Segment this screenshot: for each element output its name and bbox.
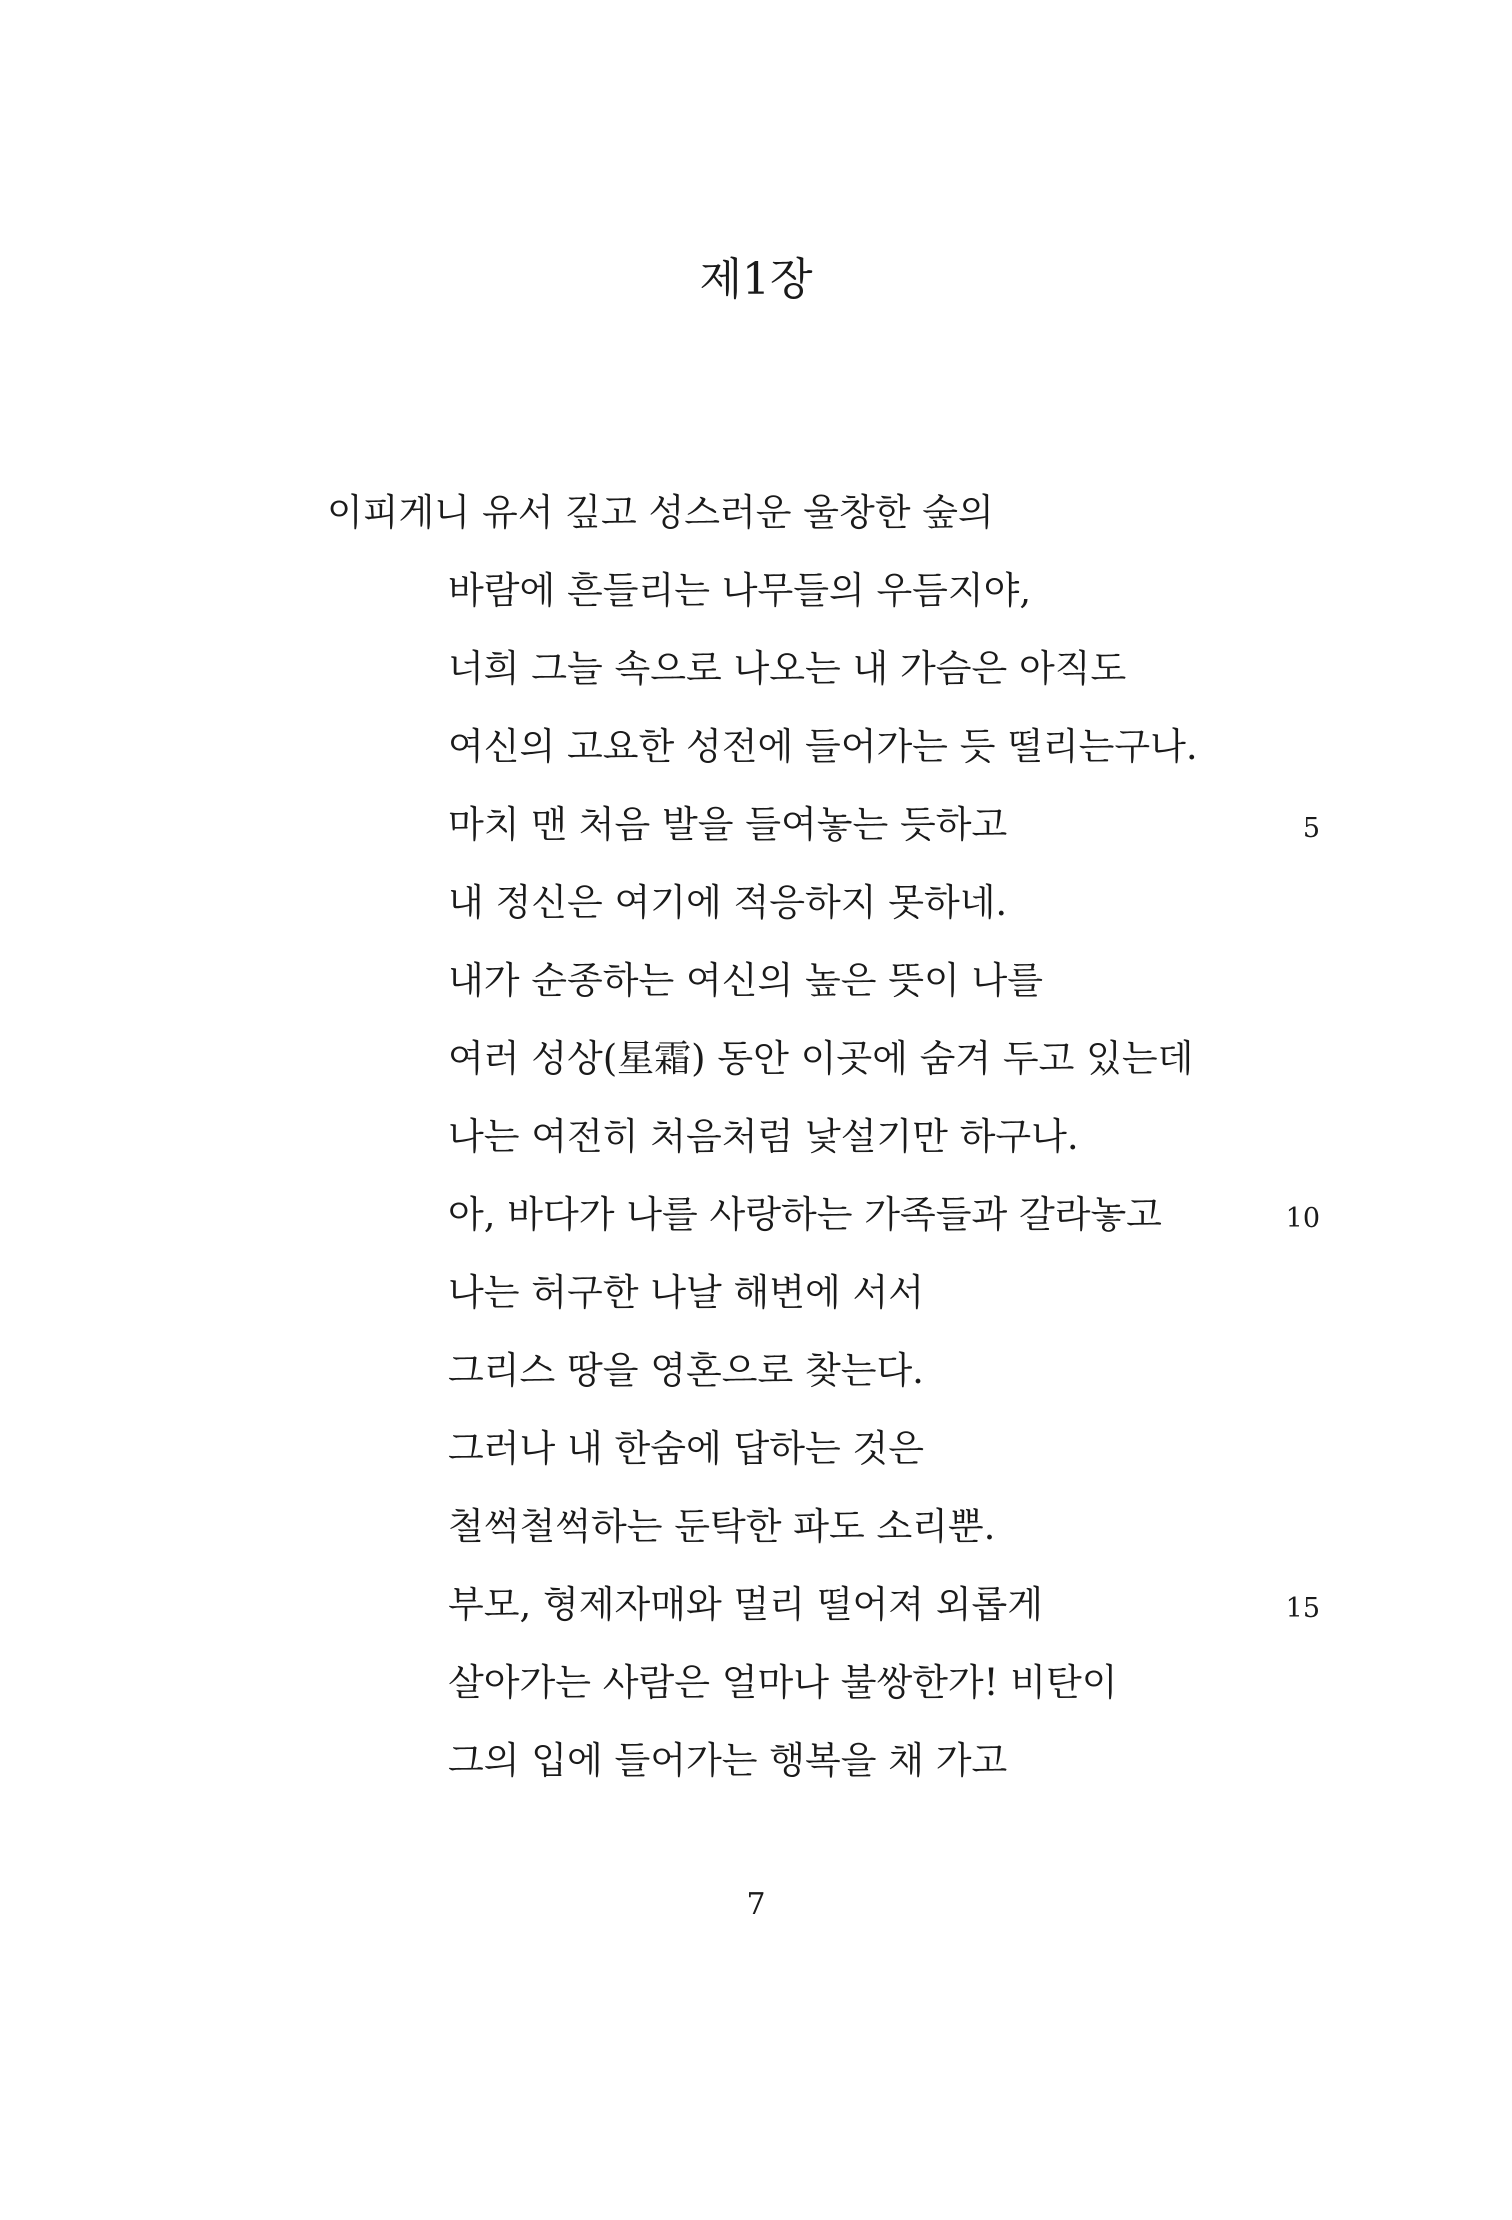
verse-line-7: 내가 순종하는 여신의 높은 뜻이 나를 <box>448 959 1043 1002</box>
verse-line-3: 너희 그늘 속으로 나오는 내 가슴은 아직도 <box>448 647 1127 690</box>
verse-line-17: 그의 입에 들어가는 행복을 채 가고 <box>448 1739 1008 1782</box>
verse-line-12: 그리스 땅을 영혼으로 찾는다. <box>448 1349 924 1392</box>
verse-line-11: 나는 허구한 나날 해변에 서서 <box>448 1271 924 1314</box>
verse-line-16: 살아가는 사람은 얼마나 불쌍한가! 비탄이 <box>448 1661 1118 1704</box>
speaker-name: 이피게니 <box>327 491 470 534</box>
verse-line-10: 아, 바다가 나를 사랑하는 가족들과 갈라놓고 <box>448 1193 1162 1236</box>
chapter-title: 제1장 <box>699 254 813 305</box>
verse-line-4: 여신의 고요한 성전에 들어가는 듯 떨리는구나. <box>448 725 1198 768</box>
verse-line-14: 철썩철썩하는 둔탁한 파도 소리뿐. <box>448 1505 996 1548</box>
line-number-5: 5 <box>1302 813 1320 844</box>
verse-line-1: 유서 깊고 성스러운 울창한 숲의 <box>482 491 994 534</box>
verse-line-8: 여러 성상(星霜) 동안 이곳에 숨겨 두고 있는데 <box>448 1037 1194 1080</box>
verse-line-2: 바람에 흔들리는 나무들의 우듬지야, <box>448 569 1032 612</box>
line-number-15: 15 <box>1285 1593 1320 1624</box>
line-number-10: 10 <box>1285 1203 1320 1234</box>
verse-line-15: 부모, 형제자매와 멀리 떨어져 외롭게 <box>448 1583 1043 1626</box>
page-number: 7 <box>746 1887 766 1922</box>
verse-line-5: 마치 맨 처음 발을 들여놓는 듯하고 <box>448 803 1008 846</box>
verse-line-13: 그러나 내 한숨에 답하는 것은 <box>448 1427 924 1470</box>
verse-line-6: 내 정신은 여기에 적응하지 못하네. <box>448 881 1008 924</box>
verse-line-9: 나는 여전히 처음처럼 낯설기만 하구나. <box>448 1115 1079 1158</box>
